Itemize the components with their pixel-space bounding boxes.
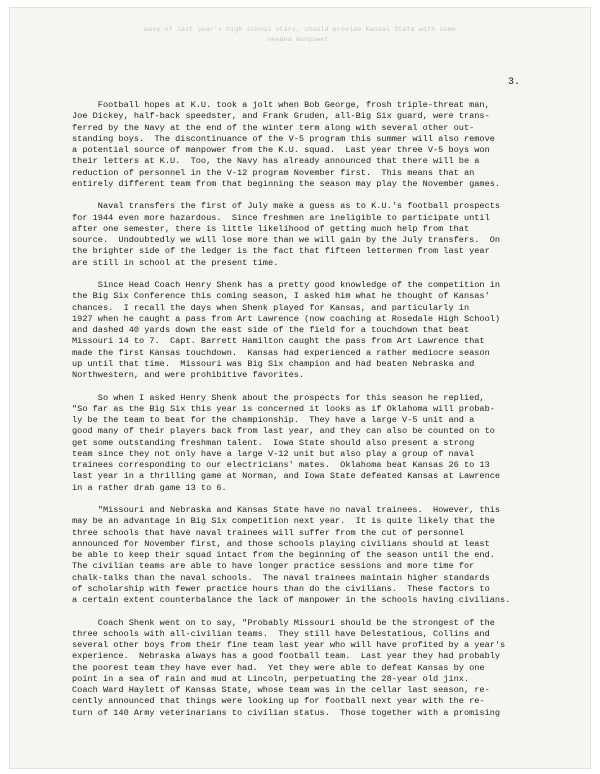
paragraph — [72, 280, 572, 381]
text-line: Football hopes at K.U. took a jolt when Bob George, frosh triple-threat man, — [72, 100, 490, 110]
text-line: Naval transfers the first of July make a guess as to K.U.'s football prospects — [72, 201, 501, 212]
text-line: may be an advantage in Big Six competition next year. It is quite likely that the — [72, 516, 495, 527]
text-line: source. Undoubtedly we will lose more than we will gain by the July transfers. On — [72, 235, 501, 245]
text-line: a potential source of manpower from the K.U. squad. Last year three V-5 boys won — [72, 145, 490, 155]
document-page — [10, 8, 590, 768]
text-line: be able to keep their squad intact from the beginning of the season until the end. — [72, 550, 495, 560]
text-line: the poorest team they have ever had. Yet they were able to defeat Kansas by one — [72, 662, 485, 673]
page-number: 3. — [508, 77, 521, 88]
paragraph — [72, 393, 572, 494]
text-line: a certain extent counterbalance the lack of manpower in the schools having civilians. — [72, 595, 511, 605]
text-line: point in a sea of rain and mud at Lincoln, perpetuating the 28-year old jinx. — [72, 673, 470, 684]
text-line: Missouri 14 to 7. Capt. Barrett Hamilton caught the pass from Art Lawrence that — [72, 336, 485, 347]
text-line: ly be the team to beat for the championship. They have a large V-5 unit and a — [72, 415, 475, 425]
text-line: reduction of personnel in the V-12 program November first. This means that an — [72, 167, 475, 178]
text-line: chalk-talks than the naval schools. The naval trainees maintain higher standards — [72, 572, 490, 583]
text-line: the Big Six Conference this coming season, I asked him what he thought of Kansas' — [72, 291, 490, 302]
text-line: experience. Nebraska always has a good football team. Last year they had probably — [72, 651, 501, 662]
text-line: The civilian teams are able to have longer practice sessions and more time for — [72, 561, 475, 572]
paragraph — [72, 100, 572, 190]
paragraph — [72, 618, 572, 719]
text-line: the brighter side of the ledger is the fact that fifteen lettermen from last year — [72, 246, 490, 257]
bleed-through-line: wavy of last year's high school stars, should provide Kansas State with some — [144, 26, 456, 33]
text-line: team since they not only have a large V-12 unit but also play a group of naval — [72, 448, 475, 459]
text-line: for 1944 even more hazardous. Since freshmen are ineligible to participate until — [72, 212, 490, 223]
text-line: 1927 when he caught a pass from Art Lawrence (now coaching at Rosedale High School) — [72, 313, 501, 324]
bleed-through-line: needed manpower. — [267, 36, 333, 43]
text-line: made the first Kansas touchdown. Kansas had experienced a rather mediocre season — [72, 347, 490, 358]
paragraph — [72, 505, 572, 606]
text-line: Coach Ward Haylett of Kansas State, whose team was in the cellar last season, re- — [72, 685, 490, 695]
text-line: their letters at K.U. Too, the Navy has already announced that there will be a — [72, 156, 480, 167]
text-line: good many of their players back from last year, and they can also be counted on to — [72, 426, 495, 437]
text-line: after one semester, there is little likelihood of getting much help from that — [72, 223, 470, 234]
text-line: Since Head Coach Henry Shenk has a pretty good knowledge of the competition in — [72, 280, 501, 290]
text-line: of scholarship with fewer practice hours than do the civilians. These factors to — [72, 583, 490, 594]
text-line: several other boys from their fine team last year who will have profited by a year's — [72, 640, 506, 650]
text-line: cently announced that things were looking up for football next year with the re- — [72, 696, 485, 707]
text-line: So when I asked Henry Shenk about the prospects for this season he replied, — [72, 392, 485, 403]
body-text — [72, 100, 572, 730]
text-line: last year in a thrilling game at Norman, and Iowa State defeated Kansas at Lawrence — [72, 471, 501, 482]
text-line: turn of 140 Army veterinarians to civilian status. Those together with a promising — [72, 707, 501, 718]
text-line: standing boys. The discontinuance of the V-5 program this summer will also remove — [72, 133, 495, 144]
text-line: "So far as the Big Six this year is concerned it looks as if Oklahoma will probab- — [72, 403, 495, 414]
paragraph — [72, 201, 572, 269]
text-line: three schools with all-civilian teams. They still have Delestatious, Collins and — [72, 628, 490, 639]
text-line: entirely different team from that beginning the season may play the November games. — [72, 178, 501, 189]
text-line: up until that time. Missouri was Big Six champion and had beaten Nebraska and — [72, 358, 475, 369]
text-line: in a rather drab game 13 to 6. — [72, 482, 227, 493]
text-line: are still in school at the present time. — [72, 257, 279, 268]
text-line: Joe Dickey, half-back speedster, and Frank Gruden, all-Big Six guard, were trans- — [72, 111, 490, 122]
text-line: Coach Shenk went on to say, "Probably Missouri should be the strongest of the — [72, 617, 495, 628]
text-line: Northwestern, and were prohibitive favorites. — [72, 370, 305, 380]
text-line: and dashed 40 yards down the east side of the field for a touchdown that beat — [72, 325, 470, 335]
text-line: trainees corresponding to our electricians' mates. Oklahoma beat Kansas 26 to 13 — [72, 460, 490, 470]
text-line: "Missouri and Nebraska and Kansas State have no naval trainees. However, this — [72, 505, 501, 515]
text-line: three schools that have naval trainees will suffer from the cut of personnel — [72, 527, 464, 538]
text-line: get some outstanding freshman talent. Iowa State should also present a strong — [72, 437, 475, 448]
text-line: chances. I recall the days when Shenk played for Kansas, and particularly in — [72, 302, 470, 313]
text-line: announced for November first, and those schools playing civilians should at least — [72, 538, 490, 549]
text-line: ferred by the Navy at the end of the winter term along with several other out- — [72, 122, 475, 133]
